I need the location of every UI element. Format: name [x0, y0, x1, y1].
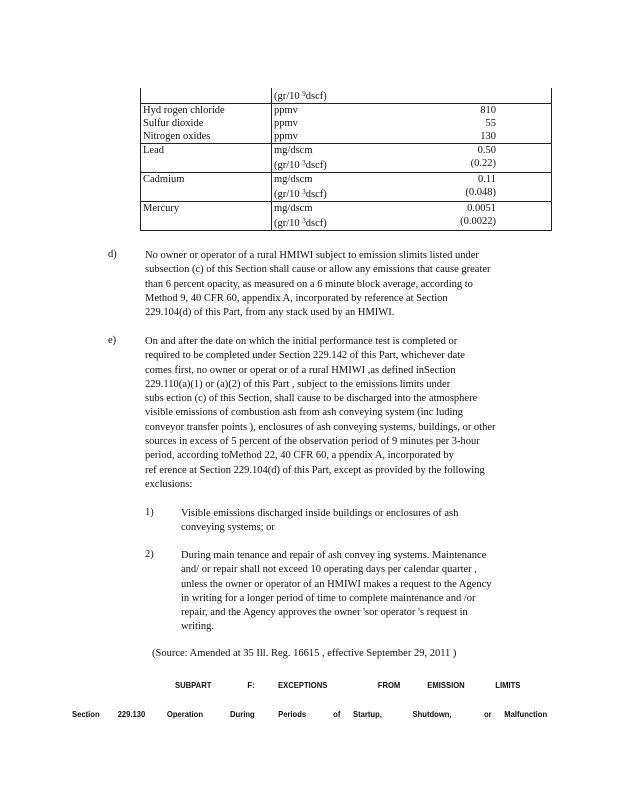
heading-word: 229.130: [117, 709, 146, 719]
limit-value-cell: (0.0022): [396, 215, 552, 231]
limit-value-cell: 55: [396, 117, 552, 130]
item-2-marker: 2): [145, 549, 154, 560]
text-line: 229.110(a)(1) or (a)(2) of this Part , subject to the emissions limits under: [145, 378, 451, 390]
heading-word: EMISSION: [427, 680, 465, 690]
exclusion-item-1: [181, 507, 501, 536]
limit-value-cell: 0.0051: [396, 202, 552, 216]
table-row: [141, 157, 552, 173]
pollutant-cell: Sulfur dioxide: [141, 117, 272, 130]
heading-word: Section: [72, 709, 100, 719]
unit-cell: mg/dscm: [272, 144, 397, 158]
pollutant-cell: Lead: [141, 144, 272, 158]
text-line: required to be completed under Section 229.142 of this Part, whichever date: [145, 350, 465, 362]
unit-cell: (gr/10 $^3$dscf): [272, 215, 397, 231]
heading-word: Operation: [166, 709, 204, 719]
limit-value-cell: (0.048): [396, 186, 552, 202]
text-line: No owner or operator of a rural HMIWI subject to emission slimits listed under: [145, 250, 479, 261]
pollutant-cell: [141, 186, 272, 202]
emission-limits-table: [140, 88, 552, 231]
heading-word: LIMITS: [495, 680, 521, 690]
text-line: and/ or repair shall not exceed 10 operating days per calendar quarter ,: [181, 564, 477, 576]
table-row: [141, 173, 552, 187]
text-line: subsection (c) of this Section shall cause or allow any emissions that cause greater: [145, 264, 491, 276]
source-note: (Source: Amended at 35 Ill. Reg. 16615 , effective September 29, 2011 ): [152, 648, 457, 659]
text-line: unless the owner or operator of an HMIWI makes a request to the Agency: [181, 578, 492, 590]
table-row: [141, 88, 552, 104]
text-line: ref erence at Section 229.104(d) of this Part, except as provided by the following: [145, 464, 485, 476]
text-line: sources in excess of 5 percent of the observation period of 9 minutes per 3-hour: [145, 436, 480, 448]
unit-cell: mg/dscm: [272, 202, 397, 216]
table-row: [141, 144, 552, 158]
pollutant-cell: Hyd rogen chloride: [141, 104, 272, 118]
text-line: period, according toMethod 22, 40 CFR 60, a ppendix A, incorporated by: [145, 450, 454, 462]
unit-cell: ppmv: [272, 117, 397, 130]
heading-word: Startup,: [352, 709, 382, 719]
text-line: Visible emissions discharged inside buildings or enclosures of ash: [181, 508, 459, 519]
heading-word: FROM: [377, 680, 401, 690]
heading-word: During: [230, 709, 255, 719]
exclusion-item-2: [181, 549, 536, 635]
para-e-marker: e): [108, 335, 117, 346]
pollutant-cell: Nitrogen oxides: [141, 130, 272, 144]
table-row: [141, 202, 552, 216]
limit-value-cell: 130: [396, 130, 552, 144]
pollutant-cell: Mercury: [141, 202, 272, 216]
text-line: exclusions:: [145, 478, 193, 490]
pollutant-cell: [141, 215, 272, 231]
pollutant-cell: Cadmium: [141, 173, 272, 187]
heading-word: F:: [247, 680, 255, 690]
text-line: conveying systems; or: [181, 522, 275, 534]
limit-value-cell: (0.22): [396, 157, 552, 173]
limit-value-cell: 0.50: [396, 144, 552, 158]
unit-cell: ppmv: [272, 130, 397, 144]
paragraph-e: [145, 335, 536, 492]
text-line: 229.104(d) of this Part, from any stack used by an HMIWI.: [145, 307, 395, 319]
heading-word: EXCEPTIONS: [278, 680, 328, 690]
unit-cell: (gr/10 $^3$dscf): [272, 157, 397, 173]
table-row: [141, 130, 552, 144]
item-1-marker: 1): [145, 507, 154, 518]
unit-cell: (gr/10 $^9$dscf): [272, 88, 397, 104]
pollutant-cell: [141, 88, 272, 104]
pollutant-cell: [141, 157, 272, 173]
unit-cell: ppmv: [272, 104, 397, 118]
heading-word: Shutdown,: [412, 709, 452, 719]
text-line: comes first, no owner or operat or of a rural HMIWI ,as defined inSection: [145, 364, 456, 376]
limit-value-cell: 810: [396, 104, 552, 118]
limit-value-cell: [396, 88, 552, 104]
unit-cell: mg/dscm: [272, 173, 397, 187]
table-row: [141, 117, 552, 130]
unit-cell: (gr/10 $^3$dscf): [272, 186, 397, 202]
table-row: [141, 104, 552, 118]
text-line: visible emissions of combustion ash from ash conveying system (inc luding: [145, 407, 463, 419]
text-line: subs ection (c) of this Section, shall cause to be discharged into the atmosphere: [145, 393, 478, 405]
text-line: conveyor transfer points ), enclosures of ash conveying systems, buildings, or other: [145, 421, 496, 433]
text-line: On and after the date on which the initial performance test is completed or: [145, 336, 458, 347]
text-line: in writing for a longer period of time to complete maintenance and /or: [181, 592, 476, 604]
limit-value-cell: 0.11: [396, 173, 552, 187]
table-row: [141, 186, 552, 202]
heading-word: Periods: [278, 709, 307, 719]
heading-word: or: [483, 709, 492, 719]
text-line: than 6 percent opacity, as measured on a 6 minute block average, according to: [145, 278, 473, 290]
text-line: Method 9, 40 CFR 60, appendix A, incorporated by reference at Section: [145, 292, 448, 304]
subpart-heading: [175, 680, 520, 690]
text-line: During main tenance and repair of ash convey ing systems. Maintenance: [181, 550, 487, 561]
heading-word: SUBPART: [175, 680, 212, 690]
paragraph-d: [145, 249, 535, 320]
section-heading: [72, 709, 547, 719]
text-line: writing.: [181, 621, 214, 633]
para-d-marker: d): [108, 249, 117, 260]
heading-word: of: [333, 709, 341, 719]
text-line: repair, and the Agency approves the owner 'sor operator 's request in: [181, 607, 468, 619]
heading-word: Malfunction: [504, 709, 548, 719]
table-row: [141, 215, 552, 231]
